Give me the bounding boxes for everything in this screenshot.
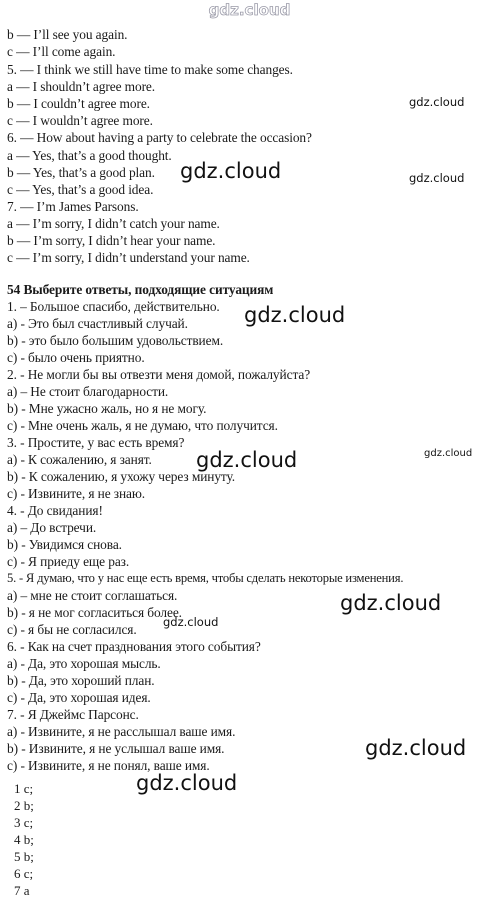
text-line: b) - Увидимся снова.	[7, 537, 122, 552]
text-line: c) - было очень приятно.	[7, 350, 145, 365]
answer-item: 1 c;	[14, 781, 34, 796]
text-line: 4. - До свидания!	[7, 503, 103, 518]
text-line: a) – До встречи.	[7, 520, 97, 535]
answer-item: 2 b;	[14, 798, 34, 813]
text-line: b — I’ll see you again.	[7, 27, 128, 42]
text-line: a) – Не стоит благодарности.	[7, 384, 169, 399]
text-line: 5. — I think we still have time to make some changes.	[7, 62, 293, 77]
text-line: 5. - Я думаю, что у нас еще есть время, чтобы сделать некоторые изменения.	[7, 571, 404, 585]
text-line: 7. - Я Джеймс Парсонс.	[7, 707, 139, 722]
watermark: gdz.cloud	[365, 736, 467, 760]
text-line: a — Yes, that’s a good thought.	[7, 148, 172, 163]
text-line: b) - Мне ужасно жаль, но я не могу.	[7, 401, 207, 416]
text-line: c — I’ll come again.	[7, 44, 116, 59]
text-line: b — Yes, that’s a good plan.	[7, 165, 155, 180]
text-line: 2. - Не могли бы вы отвезти меня домой, пожалуйста?	[7, 367, 311, 382]
answer-item: 3 c;	[14, 815, 34, 830]
watermark: gdz.cloud	[163, 615, 219, 629]
text-line: b) - Да, это хороший план.	[7, 673, 155, 688]
watermark: gdz.cloud	[409, 95, 465, 109]
text-line: a) - К сожалению, я занят.	[7, 452, 152, 467]
text-line: c — Yes, that’s a good idea.	[7, 182, 154, 197]
text-line: b) - Извините, я не услышал ваше имя.	[7, 741, 225, 756]
text-line: 3. - Простите, у вас есть время?	[7, 435, 185, 450]
text-line: c) - Мне очень жаль, я не думаю, что получится.	[7, 418, 278, 433]
watermark: gdz.cloud	[196, 448, 298, 472]
text-line: a — I shouldn’t agree more.	[7, 79, 156, 94]
answer-item: 4 b;	[14, 832, 34, 847]
text-line: a) – мне не стоит соглашаться.	[7, 588, 178, 603]
answer-item: 5 b;	[14, 849, 34, 864]
text-line: c — I wouldn’t agree more.	[7, 113, 153, 128]
answer-item: 7 a	[14, 883, 30, 898]
text-line: c) - Извините, я не понял, ваше имя.	[7, 758, 210, 773]
watermark: gdz.cloud	[409, 171, 465, 185]
header-watermark: gdz.cloud	[208, 1, 291, 19]
text-line: 7. — I’m James Parsons.	[7, 199, 139, 214]
watermark: gdz.cloud	[340, 591, 442, 615]
text-line: 6. — How about having a party to celebrate the occasion?	[7, 130, 312, 145]
text-line: c) - Да, это хорошая идея.	[7, 690, 151, 705]
watermark: gdz.cloud	[244, 303, 346, 327]
text-line: c — I’m sorry, I didn’t understand your name.	[7, 250, 250, 265]
text-line: b) - я не мог согласиться более.	[7, 605, 182, 620]
section-title: 54 Выберите ответы, подходящие ситуациям	[7, 282, 274, 297]
text-line: c) - я бы не согласился.	[7, 622, 137, 637]
answer-item: 6 c;	[14, 866, 34, 881]
text-line: a) - Извините, я не расслышал ваше имя.	[7, 724, 236, 739]
watermark: gdz.cloud	[180, 159, 282, 183]
text-line: a — I’m sorry, I didn’t catch your name.	[7, 216, 220, 231]
text-line: b — I couldn’t agree more.	[7, 96, 150, 111]
text-line: b) - это было большим удовольствием.	[7, 333, 224, 348]
text-line: 6. - Как на счет празднования этого события?	[7, 639, 261, 654]
watermark: gdz.cloud	[136, 771, 238, 795]
text-line: c) - Извините, я не знаю.	[7, 486, 146, 501]
text-line: c) - Я приеду еще раз.	[7, 554, 130, 569]
watermark: gdz.cloud	[424, 448, 473, 459]
text-line: 1. – Большое спасибо, действительно.	[7, 299, 220, 314]
text-line: a) - Это был счастливый случай.	[7, 316, 188, 331]
text-line: b) - К сожалению, я ухожу через минуту.	[7, 469, 236, 484]
text-line: b — I’m sorry, I didn’t hear your name.	[7, 233, 216, 248]
text-line: a) - Да, это хорошая мысль.	[7, 656, 161, 671]
